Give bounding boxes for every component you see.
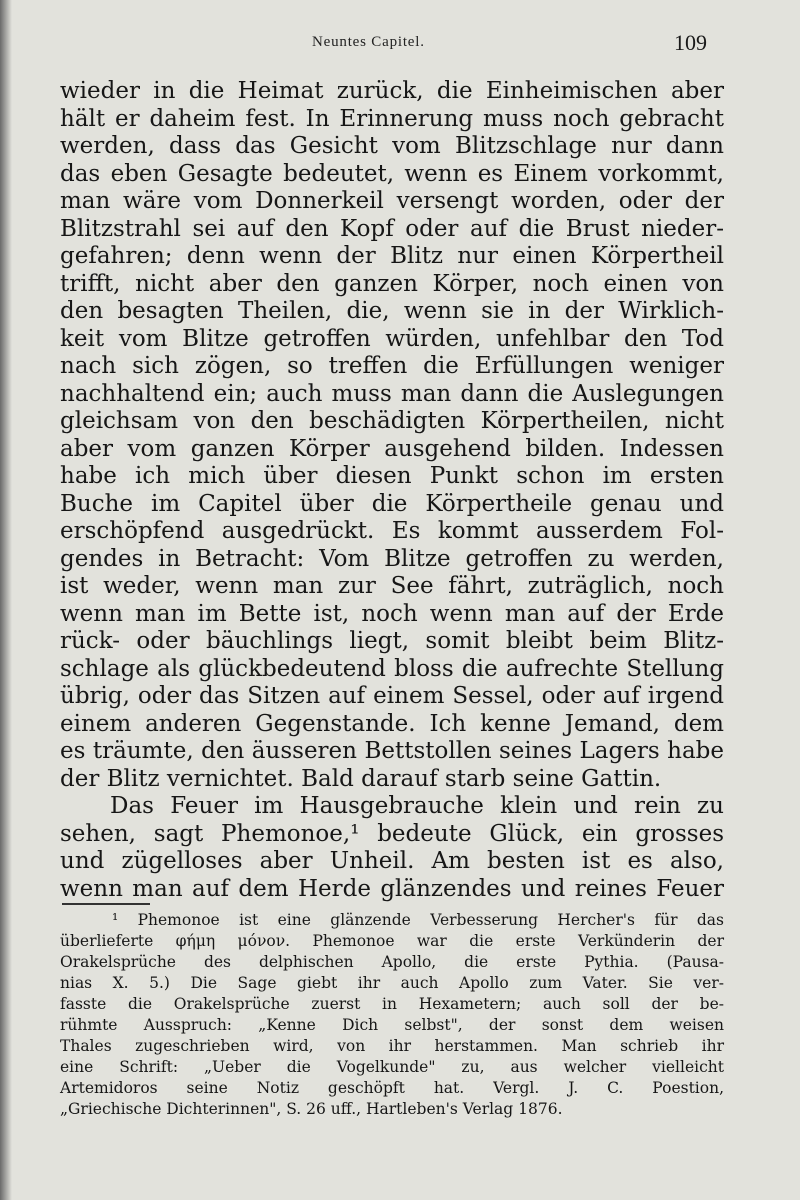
text-line: schlage als glückbedeutend bloss die aufrechte Stellung [60,655,724,682]
text-line: keit vom Blitze getroffen würden, unfehlbar den Tod [60,325,724,352]
text-line: übrig, oder das Sitzen auf einem Sessel, oder auf irgend [60,683,724,709]
running-head: Neuntes Capitel. [312,34,425,50]
footnote-line: überlieferte φήμη μόνον. Phemonoe war die erste Verkünderin der [60,932,724,950]
footnote-line: ¹ Phemonoe ist eine glänzende Verbesserung Hercher's für das [112,911,724,929]
footnote-line: Orakelsprüche des delphischen Apollo, die erste Pythia. (Pausa- [60,953,724,971]
footnote-line: eine Schrift: „Ueber die Vogelkunde" zu, aus welcher vielleicht [60,1058,724,1076]
text-line: wenn man im Bette ist, noch wenn man auf der Erde [60,600,724,627]
text-line: rück- oder bäuchlings liegt, somit bleibt beim Blitz- [60,628,724,654]
footnote-block [60,910,724,1120]
paragraph-start-line: Das Feuer im Hausgebrauche klein und rein zu [110,793,724,819]
footnote-line: nias X. 5.) Die Sage giebt ihr auch Apollo zum Vater. Sie ver- [60,974,724,992]
text-line: wieder in die Heimat zurück, die Einheimischen aber [60,78,724,104]
text-line: einem anderen Gegenstande. Ich kenne Jemand, dem [60,710,724,737]
text-line: ist weder, wenn man zur See fährt, zuträglich, noch [60,573,724,599]
text-line: sehen, sagt Phemonoe,¹ bedeute Glück, ein grosses [60,820,724,847]
text-line: aber vom ganzen Körper ausgehend bilden. Indessen [60,435,724,462]
footnote-line: rühmte Ausspruch: „Kenne Dich selbst", der sonst dem weisen [60,1016,724,1034]
text-line: das eben Gesagte bedeutet, wenn es Einem vorkommt, [60,160,724,187]
footnote-line: Artemidoros seine Notiz geschöpft hat. Vergl. J. C. Poestion, [60,1079,724,1097]
text-line: erschöpfend ausgedrückt. Es kommt ausserdem Fol- [60,518,724,544]
text-line: gendes in Betracht: Vom Blitze getroffen zu werden, [60,545,724,572]
text-line: wenn man auf dem Herde glänzendes und reines Feuer [60,875,724,902]
text-line: und zügelloses aber Unheil. Am besten ist es also, [60,848,724,874]
footnote-line: „Griechische Dichterinnen", S. 26 uff., Hartleben's Verlag 1876. [60,1100,563,1118]
footnote-divider [62,903,150,905]
text-line: den besagten Theilen, die, wenn sie in der Wirklich- [60,298,724,324]
footnote-line: Thales zugeschrieben wird, von ihr herstammen. Man schrieb ihr [60,1037,724,1055]
text-line: nach sich zögen, so treffen die Erfüllungen weniger [60,353,724,379]
text-line: habe ich mich über diesen Punkt schon im ersten [60,463,724,489]
text-line: es träumte, den äusseren Bettstollen seines Lagers habe [60,738,724,764]
text-line: nachhaltend ein; auch muss man dann die Auslegungen [60,380,724,407]
footnote-line: fasste die Orakelsprüche zuerst in Hexametern; auch soll der be- [60,995,724,1013]
body-text [60,78,724,903]
text-line: trifft, nicht aber den ganzen Körper, noch einen von [60,270,724,297]
text-line: Blitzstrahl sei auf den Kopf oder auf die Brust nieder- [60,215,724,242]
text-line: hält er daheim fest. In Erinnerung muss noch gebracht [60,105,724,132]
text-line: werden, dass das Gesicht vom Blitzschlage nur dann [60,133,724,159]
text-line: Buche im Capitel über die Körpertheile genau und [60,490,724,517]
page-number: 109 [674,30,707,55]
text-line: man wäre vom Donnerkeil versengt worden, oder der [60,188,724,214]
text-line: der Blitz vernichtet. Bald darauf starb seine Gattin. [60,765,662,792]
page-edge-shadow [0,0,12,1200]
text-line: gleichsam von den beschädigten Körpertheilen, nicht [60,408,724,434]
text-line: gefahren; denn wenn der Blitz nur einen Körpertheil [60,243,724,269]
